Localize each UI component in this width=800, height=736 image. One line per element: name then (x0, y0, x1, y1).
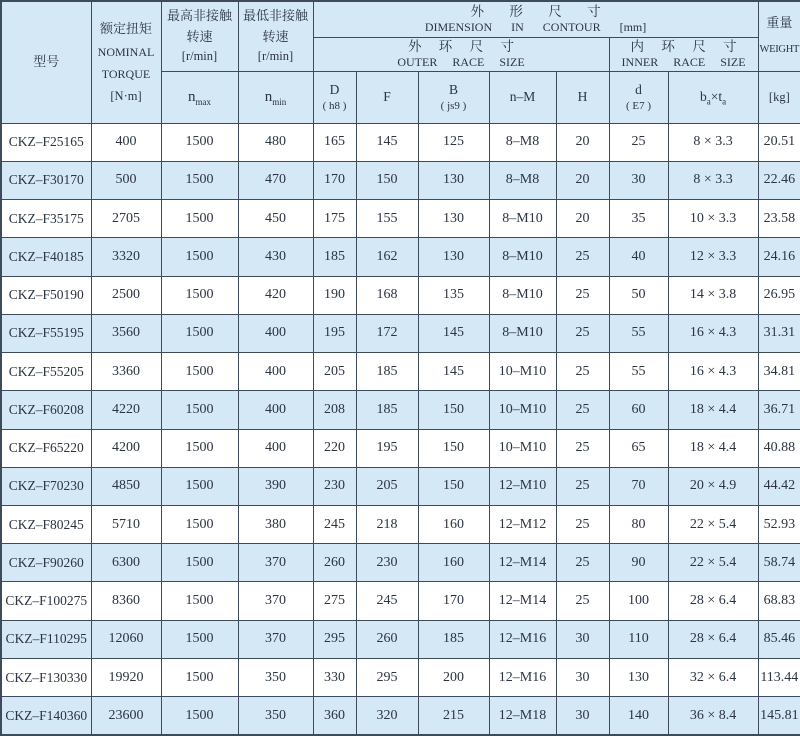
cell-H: 25 (556, 467, 609, 505)
cell-H: 20 (556, 200, 609, 238)
cell-keyway: 8 × 3.3 (668, 123, 758, 161)
cell-D: 295 (313, 620, 356, 658)
cell-nM: 8–M8 (489, 161, 556, 199)
header-col-D (313, 71, 356, 123)
cell-nmin: 350 (238, 658, 313, 696)
torque-label-zh: 额定扭矩 (99, 20, 152, 36)
cell-nM: 10–M10 (489, 353, 556, 391)
cell-B: 150 (418, 467, 489, 505)
cell-nmax: 1500 (161, 658, 238, 696)
cell-nmin: 430 (238, 238, 313, 276)
cell-d: 55 (609, 353, 668, 391)
cell-keyway: 20 × 4.9 (668, 467, 758, 505)
cell-nM: 8–M10 (489, 238, 556, 276)
cell-keyway: 16 × 4.3 (668, 314, 758, 352)
cell-F: 162 (356, 238, 418, 276)
cell-D: 170 (313, 161, 356, 199)
table-row (1, 429, 800, 467)
cell-nmin: 380 (238, 505, 313, 543)
header-col-B (418, 71, 489, 123)
cell-weight: 58.74 (758, 544, 800, 582)
cell-nmax: 1500 (161, 161, 238, 199)
spec-table-body (1, 123, 800, 735)
cell-model: CKZ–F140360 (1, 697, 91, 735)
nmin-base: n (264, 88, 273, 105)
cell-d: 65 (609, 429, 668, 467)
col-D-symbol: D (329, 81, 340, 97)
header-model: 型号 (1, 1, 91, 123)
cell-d: 130 (609, 658, 668, 696)
cell-D: 185 (313, 238, 356, 276)
cell-nmax: 1500 (161, 238, 238, 276)
cell-H: 30 (556, 658, 609, 696)
cell-weight: 52.93 (758, 505, 800, 543)
table-row (1, 238, 800, 276)
cell-keyway: 32 × 6.4 (668, 658, 758, 696)
cell-H: 30 (556, 620, 609, 658)
weight-label-zh: 重量 (766, 15, 793, 30)
cell-F: 245 (356, 582, 418, 620)
cell-D: 205 (313, 353, 356, 391)
cell-H: 20 (556, 123, 609, 161)
cell-B: 125 (418, 123, 489, 161)
header-nmax-symbol (161, 71, 238, 123)
cell-keyway: 36 × 8.4 (668, 697, 758, 735)
cell-D: 330 (313, 658, 356, 696)
cell-F: 168 (356, 276, 418, 314)
cell-d: 140 (609, 697, 668, 735)
cell-weight: 40.88 (758, 429, 800, 467)
header-min-speed (238, 1, 313, 71)
cell-nominal-torque: 8360 (91, 582, 161, 620)
table-row (1, 582, 800, 620)
table-row (1, 620, 800, 658)
header-nominal-torque (91, 1, 161, 123)
cell-D: 360 (313, 697, 356, 735)
cell-F: 230 (356, 544, 418, 582)
cell-D: 208 (313, 391, 356, 429)
header-col-nM: n–M (489, 71, 556, 123)
cell-nM: 12–M18 (489, 697, 556, 735)
cell-nominal-torque: 4200 (91, 429, 161, 467)
weight-label-en: WEIGHT (759, 43, 800, 55)
cell-nM: 12–M12 (489, 505, 556, 543)
cell-nominal-torque: 2705 (91, 200, 161, 238)
max-speed-unit: [r/min] (181, 48, 218, 63)
cell-weight: 68.83 (758, 582, 800, 620)
cell-d: 70 (609, 467, 668, 505)
cell-nominal-torque: 500 (91, 161, 161, 199)
cell-weight: 85.46 (758, 620, 800, 658)
table-row (1, 161, 800, 199)
cell-F: 185 (356, 391, 418, 429)
cell-nM: 10–M10 (489, 429, 556, 467)
cell-nmax: 1500 (161, 467, 238, 505)
table-row (1, 123, 800, 161)
table-row (1, 658, 800, 696)
col-B-symbol: B (448, 81, 458, 97)
cell-model: CKZ–F80245 (1, 505, 91, 543)
cell-weight: 31.31 (758, 314, 800, 352)
cell-F: 218 (356, 505, 418, 543)
cell-D: 190 (313, 276, 356, 314)
cell-nmin: 420 (238, 276, 313, 314)
cell-nmax: 1500 (161, 505, 238, 543)
header-col-F: F (356, 71, 418, 123)
cell-keyway: 8 × 3.3 (668, 161, 758, 199)
min-speed-unit: [r/min] (257, 48, 294, 63)
cell-model: CKZ–F55205 (1, 353, 91, 391)
cell-nmin: 470 (238, 161, 313, 199)
cell-weight: 22.46 (758, 161, 800, 199)
cell-d: 30 (609, 161, 668, 199)
cell-H: 30 (556, 697, 609, 735)
cell-d: 100 (609, 582, 668, 620)
col-D-tolerance: ( h8 ) (322, 99, 347, 112)
header-dimension-group (313, 1, 758, 37)
cell-B: 130 (418, 238, 489, 276)
cell-B: 145 (418, 314, 489, 352)
cell-weight: 23.58 (758, 200, 800, 238)
cell-model: CKZ–F90260 (1, 544, 91, 582)
header-weight (758, 1, 800, 71)
cell-H: 25 (556, 505, 609, 543)
cell-model: CKZ–F60208 (1, 391, 91, 429)
cell-B: 160 (418, 505, 489, 543)
cell-nM: 12–M14 (489, 582, 556, 620)
max-speed-zh2: 转速 (186, 28, 213, 44)
table-row (1, 697, 800, 735)
keyway-t-sub: a (722, 96, 727, 107)
cell-nmax: 1500 (161, 276, 238, 314)
cell-H: 25 (556, 276, 609, 314)
cell-nominal-torque: 3560 (91, 314, 161, 352)
cell-nmax: 1500 (161, 200, 238, 238)
cell-nmin: 400 (238, 314, 313, 352)
cell-keyway: 28 × 6.4 (668, 620, 758, 658)
cell-nominal-torque: 4220 (91, 391, 161, 429)
outer-race-zh: 外 环 尺 寸 (407, 38, 522, 54)
cell-D: 245 (313, 505, 356, 543)
cell-nmin: 350 (238, 697, 313, 735)
cell-D: 260 (313, 544, 356, 582)
cell-F: 145 (356, 123, 418, 161)
cell-H: 25 (556, 238, 609, 276)
cell-d: 50 (609, 276, 668, 314)
cell-d: 25 (609, 123, 668, 161)
cell-B: 135 (418, 276, 489, 314)
cell-F: 155 (356, 200, 418, 238)
cell-keyway: 28 × 6.4 (668, 582, 758, 620)
cell-D: 195 (313, 314, 356, 352)
table-row (1, 276, 800, 314)
cell-keyway: 10 × 3.3 (668, 200, 758, 238)
cell-nominal-torque: 3320 (91, 238, 161, 276)
cell-model: CKZ–F40185 (1, 238, 91, 276)
dimension-group-zh: 外 形 尺 寸 (470, 3, 612, 19)
cell-F: 205 (356, 467, 418, 505)
cell-nM: 8–M10 (489, 314, 556, 352)
col-d-symbol: d (635, 81, 642, 97)
cell-nominal-torque: 6300 (91, 544, 161, 582)
cell-d: 40 (609, 238, 668, 276)
cell-B: 215 (418, 697, 489, 735)
cell-model: CKZ–F55195 (1, 314, 91, 352)
header-row-1 (1, 1, 800, 37)
cell-model: CKZ–F65220 (1, 429, 91, 467)
cell-nM: 8–M8 (489, 123, 556, 161)
cell-nM: 8–M10 (489, 276, 556, 314)
cell-weight: 26.95 (758, 276, 800, 314)
cell-H: 25 (556, 353, 609, 391)
keyway-b: b (699, 89, 707, 105)
table-row (1, 505, 800, 543)
cell-B: 170 (418, 582, 489, 620)
cell-B: 150 (418, 391, 489, 429)
col-B-tolerance: ( js9 ) (440, 99, 467, 112)
cell-nominal-torque: 23600 (91, 697, 161, 735)
cell-nmax: 1500 (161, 429, 238, 467)
cell-nmax: 1500 (161, 314, 238, 352)
keyway-b-sub: a (706, 96, 711, 107)
min-speed-zh2: 转速 (262, 28, 289, 44)
header-col-d (609, 71, 668, 123)
cell-nmin: 450 (238, 200, 313, 238)
cell-F: 295 (356, 658, 418, 696)
header-max-speed (161, 1, 238, 71)
cell-nominal-torque: 3360 (91, 353, 161, 391)
cell-nmin: 370 (238, 620, 313, 658)
cell-nmax: 1500 (161, 582, 238, 620)
cell-nmax: 1500 (161, 123, 238, 161)
keyway-t: t (718, 89, 723, 105)
cell-nmin: 370 (238, 582, 313, 620)
cell-model: CKZ–F25165 (1, 123, 91, 161)
dimension-group-en: DIMENSION IN CONTOUR [mm] (424, 20, 647, 35)
cell-nmin: 390 (238, 467, 313, 505)
cell-F: 185 (356, 353, 418, 391)
cell-nmin: 400 (238, 391, 313, 429)
cell-F: 195 (356, 429, 418, 467)
table-row (1, 467, 800, 505)
header-nmin-symbol (238, 71, 313, 123)
cell-nmax: 1500 (161, 544, 238, 582)
cell-B: 130 (418, 161, 489, 199)
cell-weight: 145.81 (758, 697, 800, 735)
table-row (1, 353, 800, 391)
cell-nominal-torque: 400 (91, 123, 161, 161)
cell-nmax: 1500 (161, 697, 238, 735)
cell-nmin: 370 (238, 544, 313, 582)
cell-nmax: 1500 (161, 391, 238, 429)
cell-keyway: 14 × 3.8 (668, 276, 758, 314)
table-header (1, 1, 800, 123)
cell-weight: 34.81 (758, 353, 800, 391)
cell-model: CKZ–F110295 (1, 620, 91, 658)
cell-nM: 12–M16 (489, 620, 556, 658)
nmax-base: n (188, 88, 196, 105)
table-row (1, 544, 800, 582)
cell-nM: 10–M10 (489, 391, 556, 429)
cell-keyway: 22 × 5.4 (668, 505, 758, 543)
cell-H: 25 (556, 429, 609, 467)
multiply-sign: × (710, 89, 719, 105)
cell-model: CKZ–F35175 (1, 200, 91, 238)
cell-B: 160 (418, 544, 489, 582)
cell-H: 25 (556, 544, 609, 582)
col-d-tolerance: ( E7 ) (625, 99, 652, 112)
nmax-sub: max (195, 96, 211, 107)
cell-D: 275 (313, 582, 356, 620)
cell-weight: 44.42 (758, 467, 800, 505)
cell-weight: 36.71 (758, 391, 800, 429)
inner-race-en: INNER RACE SIZE (621, 55, 746, 70)
outer-race-en: OUTER RACE SIZE (397, 55, 525, 70)
cell-F: 260 (356, 620, 418, 658)
cell-weight: 24.16 (758, 238, 800, 276)
cell-nominal-torque: 19920 (91, 658, 161, 696)
cell-B: 150 (418, 429, 489, 467)
cell-weight: 113.44 (758, 658, 800, 696)
cell-D: 230 (313, 467, 356, 505)
cell-H: 25 (556, 391, 609, 429)
cell-nmin: 480 (238, 123, 313, 161)
table-row (1, 391, 800, 429)
cell-model: CKZ–F100275 (1, 582, 91, 620)
torque-label-en1: NOMINAL (97, 44, 155, 59)
cell-nM: 8–M10 (489, 200, 556, 238)
cell-weight: 20.51 (758, 123, 800, 161)
cell-nM: 12–M14 (489, 544, 556, 582)
cell-nmax: 1500 (161, 620, 238, 658)
table-row (1, 314, 800, 352)
cell-nmin: 400 (238, 353, 313, 391)
cell-D: 220 (313, 429, 356, 467)
cell-d: 35 (609, 200, 668, 238)
cell-d: 80 (609, 505, 668, 543)
cell-keyway: 18 × 4.4 (668, 429, 758, 467)
cell-F: 150 (356, 161, 418, 199)
max-speed-zh1: 最高非接触 (166, 8, 232, 24)
header-outer-race-group (313, 37, 609, 71)
min-speed-zh1: 最低非接触 (242, 8, 308, 24)
cell-keyway: 18 × 4.4 (668, 391, 758, 429)
cell-B: 200 (418, 658, 489, 696)
cell-F: 172 (356, 314, 418, 352)
cell-d: 110 (609, 620, 668, 658)
header-unit-kg: [kg] (758, 71, 800, 123)
cell-nM: 12–M10 (489, 467, 556, 505)
nmin-sub: min (272, 96, 287, 107)
cell-nominal-torque: 2500 (91, 276, 161, 314)
cell-H: 25 (556, 314, 609, 352)
cell-model: CKZ–F30170 (1, 161, 91, 199)
cell-model: CKZ–F50190 (1, 276, 91, 314)
cell-keyway: 12 × 3.3 (668, 238, 758, 276)
cell-D: 175 (313, 200, 356, 238)
cell-nM: 12–M16 (489, 658, 556, 696)
cell-d: 90 (609, 544, 668, 582)
cell-B: 145 (418, 353, 489, 391)
cell-keyway: 16 × 4.3 (668, 353, 758, 391)
cell-d: 60 (609, 391, 668, 429)
cell-nmax: 1500 (161, 353, 238, 391)
cell-H: 20 (556, 161, 609, 199)
cell-nominal-torque: 12060 (91, 620, 161, 658)
cell-model: CKZ–F130330 (1, 658, 91, 696)
inner-race-zh: 内 环 尺 寸 (630, 38, 744, 54)
header-col-keyway (668, 71, 758, 123)
cell-nominal-torque: 5710 (91, 505, 161, 543)
cell-B: 130 (418, 200, 489, 238)
cell-nominal-torque: 4850 (91, 467, 161, 505)
torque-label-en2: TORQUE (101, 66, 151, 81)
header-col-H: H (556, 71, 609, 123)
cell-keyway: 22 × 5.4 (668, 544, 758, 582)
torque-unit: [N·m] (110, 88, 142, 103)
cell-B: 185 (418, 620, 489, 658)
cell-d: 55 (609, 314, 668, 352)
cell-model: CKZ–F70230 (1, 467, 91, 505)
cell-F: 320 (356, 697, 418, 735)
cell-D: 165 (313, 123, 356, 161)
cell-nmin: 400 (238, 429, 313, 467)
table-row (1, 200, 800, 238)
header-inner-race-group (609, 37, 758, 71)
cell-H: 25 (556, 582, 609, 620)
